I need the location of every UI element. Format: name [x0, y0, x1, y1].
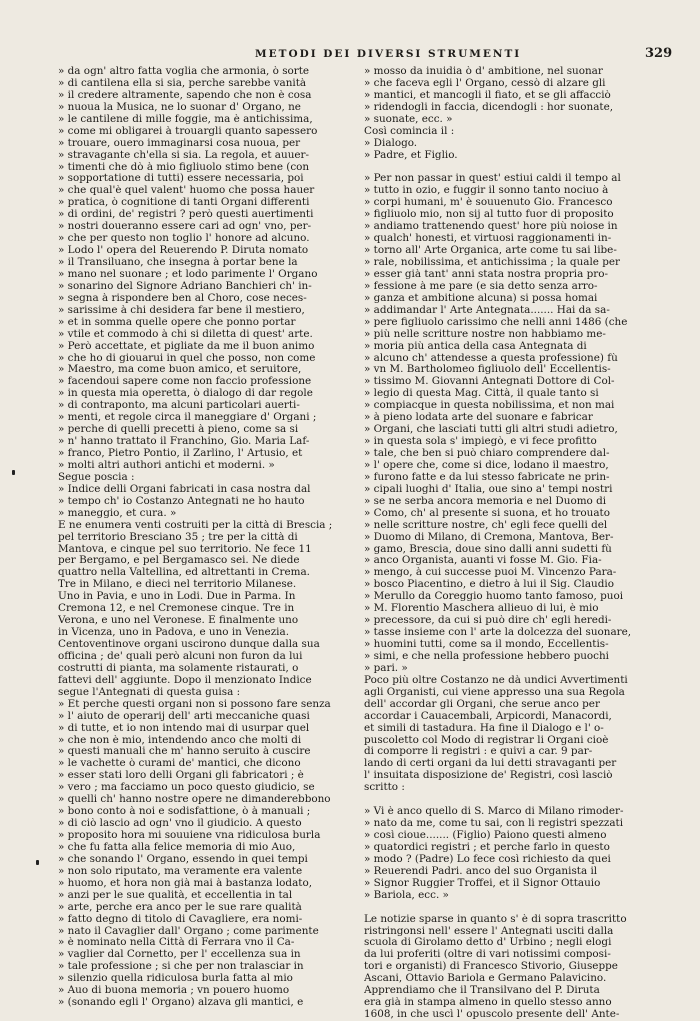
text-line: » à pieno lodata arte del suonare e fabricar [364, 412, 593, 424]
text-line: » Padre, et Figlio. [364, 149, 458, 161]
text-line: » modo ? (Padre) Lo fece così richiesto da quei [364, 853, 611, 865]
text-line: » più nelle scritture nostre non habbiamo me- [364, 328, 606, 340]
text-line: scuola di Girolamo detto d' Urbino ; negli elogi [364, 937, 612, 949]
text-line: Così comincia il : [364, 125, 455, 137]
right-text-column [364, 66, 678, 1021]
text-line: pel territorio Bresciano 35 ; tre per la città di [58, 531, 298, 543]
text-line: » gamo, Brescia, doue sino dalli anni sudetti fù [364, 543, 612, 555]
text-line: » tempo ch' io Costanzo Antegnati ne ho hauto [58, 495, 305, 507]
text-line: » timenti che dò à mio figliuolo stimo bene (con [58, 161, 310, 173]
text-line: » mengo, à cui successe puoi M. Vincenzo Para- [364, 567, 617, 579]
text-line: » pari. » [364, 662, 408, 674]
text-line: » huomini tutti, come sa il mondo, Eccellentis- [364, 639, 609, 650]
text-line: et simili di tastadura. Ha fine il Dialogo e l' o- [364, 722, 604, 734]
text-line: » precessore, da cui si può dire ch' egli heredi- [364, 615, 612, 627]
text-line: » quatordici registri ; et perche farlo in questo [364, 841, 610, 853]
text-line: » in questa sola s' impiegò, e vi fece profitto [364, 436, 597, 448]
text-line: in Vicenza, uno in Padova, e uno in Venezia. [58, 627, 290, 639]
text-line: » corpi humani, m' è souuenuto Gio. Francesco [364, 197, 613, 209]
text-line: » Merullo da Coreggio huomo tanto famoso, puoi [364, 591, 624, 603]
text-line: » stravagante ch'ella si sia. La regola, et auuer- [58, 149, 310, 161]
text-line: » nelle scritture nostre, ch' egli fece quelli del [364, 519, 608, 531]
text-line: » menti, et regole circa il maneggiare d' Organi ; [58, 412, 317, 424]
text-line: » sopportatione di tutti) essere necessaria, poi [58, 173, 304, 185]
text-line: » l' opere che, come si dice, lodano il maestro, [364, 459, 609, 471]
text-line: » tutto in ozio, e fuggir il sonno tanto nociuo à [364, 185, 609, 197]
text-line: » vero ; ma facciamo un poco questo giudicio, se [58, 782, 315, 794]
text-line: » l' aiuto de operarij dell' arti meccaniche quasi [58, 710, 310, 722]
text-line: » nuoua la Musica, ne lo suonar d' Organo, ne [58, 101, 301, 113]
text-line: per Bergamo, e pel Bergamasco sei. Ne diede [58, 555, 300, 567]
text-line: » addimandar l' Arte Antegnata....... Hai da sa- [364, 304, 610, 316]
text-line: di comporre li registri : e quivi a car. 9 par- [364, 746, 593, 758]
text-line: » huomo, et hora non già mai à bastanza lodato, [58, 877, 313, 889]
text-line: » pratica, ò cognitione di tanti Organi differenti [58, 197, 310, 209]
left-text-column [58, 66, 358, 1009]
text-line: » arte, perche era anco per le sue rare qualità [58, 901, 302, 913]
text-line: » andiamo trattenendo quest' hore più noiose in [364, 221, 618, 233]
text-line: puscoletto col Modo di registrar li Organi cioè [364, 734, 609, 746]
text-line: l' insuitata disposizione de' Registri, così lasciò [364, 770, 613, 782]
text-line: » Dialogo. [364, 137, 418, 149]
text-line: scritto : [364, 782, 405, 794]
text-line: » quelli ch' hanno nostre opere ne dimanderebbono [58, 794, 331, 806]
text-line: » sonarino del Signore Adriano Banchieri ch' in- [58, 280, 312, 292]
text-line: » simi, e che nella professione hebbero puochi [364, 650, 610, 662]
text-line: Ascani, Ottavio Bariola e Germano Palavicino. [364, 973, 607, 985]
text-line: » nostri doueranno essere cari ad ogn' vno, per- [58, 221, 312, 233]
text-line: » ganza et ambitione alcuna) si possa homai [364, 292, 598, 304]
text-line: » torno all' Arte Organica, arte come tu sai libe- [364, 245, 617, 257]
text-line: » Però accettate, et pigliate da me il buon animo [58, 340, 315, 352]
text-line: » mosso da inuidia ò d' ambitione, nel suonar [364, 66, 603, 77]
text-line: » Signor Ruggier Troffei, et il Signor Ottauio [364, 877, 601, 889]
text-line: » perche di quelli precetti à pieno, come sa si [58, 424, 299, 436]
text-line: » bosco Piacentino, e dietro à lui il Sig. Claudio [364, 579, 614, 591]
text-line: Apprendiamo che il Transilvano del P. Diruta [364, 985, 600, 997]
page-number: 329 [645, 46, 673, 61]
text-line: ristringonsi nell' essere l' Antegnati usciti dalla [364, 925, 614, 937]
text-line: quattro nella Valtellina, ed altrettanti in Crema. [58, 567, 310, 579]
text-line [364, 902, 678, 914]
text-line: » rale, nobilissima, et antichissima ; la quale per [364, 257, 621, 268]
text-line: costrutti di pianta, ma solamente ristaurati, o [58, 662, 299, 674]
text-line: » proposito hora mi souuiene vna ridiculosa burla [58, 830, 321, 841]
text-line: » Lodo l' opera del Reuerendo P. Diruta nomato [58, 245, 309, 257]
text-line: Mantova, e cinque pel suo territorio. Ne fece 11 [58, 543, 312, 555]
text-line: » pere figliuolo carissimo che nelli anni 1486 (che [364, 316, 628, 328]
text-line: » non solo riputato, ma veramente era valente [58, 865, 303, 877]
text-line: » maneggio, et cura. » [58, 507, 177, 519]
text-line: » da ogn' altro fatta voglia che armonia, ò sorte [58, 66, 310, 77]
text-line: » così cioue....... (Figlio) Paiono questi almeno [364, 830, 607, 841]
text-line: » tasse insieme con l' arte la dolcezza del suonare, [364, 627, 632, 639]
text-line: » che non è mio, intendendo anco che molti di [58, 734, 302, 746]
text-line: officina ; de' quali però alcuni non furon da lui [58, 650, 303, 662]
text-line: » che fu fatta alla felice memoria di mio Auo, [58, 841, 296, 853]
text-line: » le vachette ò curami de' mantici, che dicono [58, 758, 301, 770]
text-line: » sarissime à chi desidera far bene il mestiero, [58, 304, 305, 316]
running-header: METODI DEI DIVERSI STRUMENTI [255, 48, 522, 60]
text-line: » come mi obligarei à trouargli quanto sapessero [58, 125, 318, 137]
text-line: da lui proferiti (oltre di vari notissimi composi- [364, 949, 611, 961]
text-line: Segue poscia : [58, 471, 135, 483]
text-line [364, 794, 678, 806]
margin-mark [12, 470, 15, 475]
text-line: » M. Florentio Maschera allieuo di lui, è mio [364, 603, 599, 615]
text-line: » esser già tant' anni stata nostra propria pro- [364, 268, 608, 280]
text-line: » in questa mia operetta, ò dialogo di dar regole [58, 388, 313, 400]
text-line: » moria più antica della casa Antegnata di [364, 340, 587, 352]
text-line: » mantici, et mancogli il fiato, et se gli affacciò [364, 89, 611, 101]
text-line: » mano nel suonare ; et lodo parimente l' Organo [58, 268, 318, 280]
text-line: » Et perche questi organi non si possono fare senza [58, 698, 331, 710]
text-line: » Auo di buona memoria ; vn pouero huomo [58, 985, 290, 997]
text-line: » et in somma quelle opere che ponno portar [58, 316, 296, 328]
text-line: » che per questo non toglio l' honore ad alcuno. [58, 233, 310, 245]
text-line: » furono fatte e da lui stesso fabricate ne prin- [364, 471, 610, 483]
text-line: Centoventinove organi uscirono dunque dalla sua [58, 639, 320, 650]
text-line: » anzi per le sue qualità, et eccellentia in tal [58, 889, 293, 901]
text-line: » (sonando egli l' Organo) alzava gli mantici, e [58, 997, 304, 1009]
text-line: » ridendogli in faccia, dicendogli : hor suonate, [364, 101, 614, 113]
text-line: » Como, ch' al presente si suona, et ho trouato [364, 507, 610, 519]
text-line: » di ciò lascio ad ogn' vno il giudicio. A questo [58, 818, 302, 830]
text-line [364, 162, 678, 174]
text-line: » alcuno ch' attendesse a questa professione) fù [364, 352, 618, 364]
text-line: » Per non passar in quest' estiui caldi il tempo al [364, 173, 621, 185]
text-line: accordar i Cauacembali, Arpicordi, Manacordi, [364, 710, 612, 722]
text-line: agli Organisti, cui viene appresso una sua Regola [364, 686, 625, 698]
text-line: » tale professione ; si che per non tralasciar in [58, 961, 304, 973]
text-line: » Indice delli Organi fabricati in casa nostra dal [58, 483, 311, 495]
text-line: » il Transiluano, che insegna à portar bene la [58, 257, 298, 268]
text-line: » Maestro, ma come buon amico, et seruitore, [58, 364, 302, 376]
text-line: Tre in Milano, e dieci nel territorio Milanese. [58, 579, 297, 591]
text-line: Cremona 12, e nel Cremonese cinque. Tre in [58, 603, 295, 615]
text-line: » n' hanno trattato il Franchino, Gio. Maria Laf- [58, 436, 310, 448]
text-line: » fatto degno di titolo di Cavagliere, era nomi- [58, 913, 303, 925]
text-line: » facendoui sapere come non faccio professione [58, 376, 312, 388]
text-line: » segna à rispondere ben al Choro, cose neces- [58, 292, 307, 304]
text-line: » è nominato nella Città di Ferrara vno il Ca- [58, 937, 295, 949]
text-line: » tale, che ben si può chiaro comprendere dal- [364, 448, 610, 459]
text-line: » qualch' honesti, et virtuosi raggionamenti in- [364, 233, 612, 245]
text-line: » Bariola, ecc. » [364, 889, 449, 901]
text-line: » franco, Pietro Pontio, il Zarlino, l' Artusio, et [58, 448, 303, 459]
text-line: tori e organisti) di Francesco Stivorio, Giuseppe [364, 961, 618, 973]
text-line: » bono conto à noi e sodisfattione, ò à manuali ; [58, 806, 311, 818]
text-line: » figliuolo mio, non sij al tutto fuor di proposito [364, 209, 614, 221]
text-line: 1608, in che uscì l' opuscolo presente dell' Ante- [364, 1009, 620, 1021]
text-line: » di ordini, de' registri ? però questi auertimenti [58, 209, 314, 221]
text-line: » nato da me, come tu sai, con li registri spezzati [364, 818, 624, 830]
text-line: » esser stati loro delli Organi gli fabricatori ; è [58, 770, 304, 782]
text-line: » il credere altramente, sapendo che non è cosa [58, 89, 312, 101]
text-line: E ne enumera venti costruiti per la città di Brescia ; [58, 519, 333, 531]
text-line: » di contraponto, ma alcuni particolari auerti- [58, 400, 300, 412]
text-line: » vn M. Bartholomeo figliuolo dell' Eccellentis- [364, 364, 611, 376]
text-line: » anco Organista, auanti vi fosse M. Gio. Fia- [364, 555, 602, 567]
text-line: segue l'Antegnati di questa guisa : [58, 686, 241, 698]
text-line: Uno in Pavia, e uno in Lodi. Due in Parma. In [58, 591, 296, 603]
text-line: » che qual'è quel valent' huomo che possa hauer [58, 185, 315, 197]
text-line: » suonate, ecc. » [364, 113, 453, 125]
text-line: fattevi dell' aggiunte. Dopo il menzionato Indice [58, 674, 312, 686]
text-line: » di cantilena ella si sia, perche sarebbe vanità [58, 77, 307, 89]
text-line: » Vi è anco quello di S. Marco di Milano rimoder- [364, 806, 624, 818]
text-line: » questi manuali che m' hanno seruito à cuscire [58, 746, 311, 758]
text-line: » che ho di giouarui in quel che posso, non come [58, 352, 316, 364]
text-line: » molti altri authori antichi et moderni. » [58, 459, 275, 471]
text-line: » le cantilene di mille foggie, ma è antichissima, [58, 113, 313, 125]
text-line: era già in stampa almeno in quello stesso anno [364, 997, 612, 1009]
text-line: Poco più oltre Costanzo ne dà undici Avvertimenti [364, 674, 628, 686]
text-line: » nato il Cavaglier dall' Organo ; come parimente [58, 925, 319, 937]
text-line: » cipali luoghi d' Italia, oue sino a' tempi nostri [364, 483, 613, 495]
text-line: » fessione à me pare (e sia detto senza arro- [364, 280, 598, 292]
text-line: » vaglier dal Cornetto, per l' eccellenza sua in [58, 949, 301, 961]
text-line: » trouare, ouero immaginarsi cosa nuoua, per [58, 137, 301, 149]
text-line: » se ne serba ancora memoria e nel Duomo di [364, 495, 607, 507]
text-line: » Duomo di Milano, di Cremona, Mantova, Ber- [364, 531, 614, 543]
text-line: lando di certi organi da lui detti stravaganti per [364, 758, 617, 770]
text-line: » legio di questa Mag. Città, il quale tanto si [364, 388, 599, 400]
text-line: dell' accordar gli Organi, che serue anco per [364, 698, 600, 710]
text-line: » vtile et commodo à chi si diletta di quest' arte. [58, 328, 313, 340]
text-line: Verona, e uno nel Veronese. E finalmente uno [58, 615, 299, 627]
text-line: » di tutte, et io non intendo mai di usurpar quel [58, 722, 310, 734]
text-line: » compiacque in questa nobilissima, et non mai [364, 400, 615, 412]
text-line: » Reuerendi Padri. anco del suo Organista il [364, 865, 598, 877]
margin-mark [36, 860, 39, 865]
text-line: Le notizie sparse in quanto s' è di sopra trascritto [364, 913, 627, 925]
text-line: » silenzio quella ridiculosa burla fatta al mio [58, 973, 293, 985]
text-line: » Organi, che lasciati tutti gli altri studi adietro, [364, 424, 618, 436]
text-line: » che faceva egli l' Organo, cessò di alzare gli [364, 77, 606, 89]
text-line: » tissimo M. Giovanni Antegnati Dottore di Col- [364, 376, 615, 388]
text-line: » che sonando l' Organo, essendo in quei tempi [58, 853, 308, 865]
